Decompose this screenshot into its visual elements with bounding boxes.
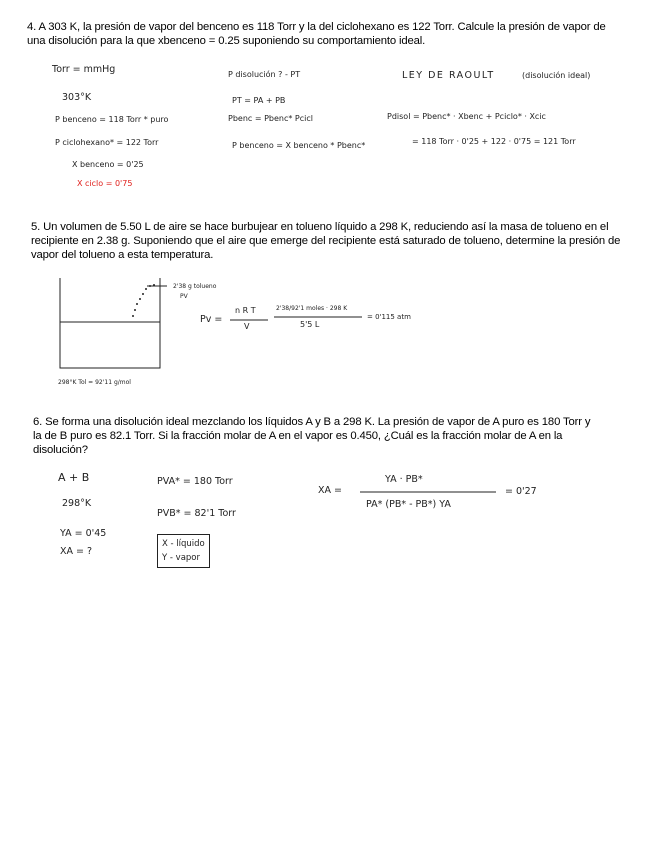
note6-legend-x: X - líquido (162, 539, 205, 549)
note4-pt: PT = PA + PB (232, 96, 286, 105)
note6-formula-den: PA* (PB* - PB*) YA (366, 499, 451, 510)
fraction-bar-3 (360, 491, 500, 493)
note5-caption: 298°K Tol = 92'11 g/mol (58, 379, 131, 386)
note4-result: = 118 Torr · 0'25 + 122 · 0'75 = 121 Torr (412, 137, 576, 146)
problem-5-text: Un volumen de 5.50 L de aire se hace burbujear en tolueno líquido a 298 K, reduciendo así la masa de tolueno en el recipiente en 2.38 g. Suponiendo que el aire que emerge del recipiente está saturado de tolueno, determine la presión de vapor del tolueno a esta temperatura. (31, 221, 621, 261)
note4-temp: 303°K (62, 92, 92, 103)
note6-aplusb: A + B (58, 471, 90, 484)
problem-4 (27, 20, 617, 48)
note6-xa-formula: XA = (318, 485, 342, 496)
note6-pva: PVA* = 180 Torr (157, 476, 233, 487)
note4-xciclo: X ciclo = 0'75 (77, 179, 133, 188)
note5-frac-den: V (244, 322, 250, 331)
note6-legend-box (157, 534, 210, 568)
note4-torr: Torr = mmHg (52, 64, 116, 75)
bubble-dots (132, 284, 155, 317)
problem-6-text: Se forma una disolución ideal mezclando los líquidos A y B a 298 K. La presión de vapor de A puro es 180 Torr y la de B puro es 82.1 Torr. Si la fracción molar de A en el vapor es 0.450, ¿Cuál es la fracción molar de A en la disolución? (33, 416, 591, 456)
beaker-outline (60, 278, 167, 368)
note6-xa: XA = ? (60, 546, 93, 557)
problem-4-number: 4. (27, 21, 37, 33)
note4-pbenceno-eq: P benceno = X benceno * Pbenc* (232, 141, 366, 150)
problem-5 (31, 220, 621, 262)
note4-raoult-sub: (disolución ideal) (522, 71, 591, 80)
note4-pciclohexano: P ciclohexano* = 122 Torr (55, 138, 159, 147)
note6-legend-y: Y - vapor (162, 553, 200, 563)
note5-label-top: 2'38 g tolueno (173, 283, 217, 290)
note5-label-top2: PV (180, 293, 188, 300)
note4-xbenceno: X benceno = 0'25 (72, 160, 144, 169)
note5-frac2-den: 5'5 L (300, 320, 320, 329)
problem-4-text: A 303 K, la presión de vapor del benceno es 118 Torr y la del ciclohexano es 122 Torr. Calcule la presión de vapor de una disolución para la que xbenceno = 0.25 suponiendo su comportamiento ideal. (27, 21, 606, 47)
note6-pvb: PVB* = 82'1 Torr (157, 508, 236, 519)
fraction-bar-1 (230, 319, 270, 321)
note6-formula-num: YA · PB* (385, 474, 423, 485)
note6-temp: 298°K (62, 498, 92, 509)
note4-raoult: LEY DE RAOULT (402, 70, 495, 81)
problem-6-number: 6. (33, 416, 43, 428)
note4-pbenceno: P benceno = 118 Torr * puro (55, 115, 169, 124)
problem-6 (33, 415, 593, 457)
note5-pv: Pv = (200, 314, 223, 325)
note5-result: = 0'115 atm (367, 313, 411, 321)
note5-frac2-num: 2'38/92'1 moles · 298 K (276, 305, 348, 312)
problem-5-number: 5. (31, 221, 41, 233)
note6-formula-result: = 0'27 (505, 486, 537, 497)
fraction-bar-2 (274, 316, 364, 318)
note6-ya: YA = 0'45 (60, 528, 107, 539)
note4-pbenc: Pbenc = Pbenc* Pcicl (228, 114, 313, 123)
note5-frac-num: n R T (235, 306, 256, 315)
note4-pdisol: Pdisol = Pbenc* · Xbenc + Pciclo* · Xcic (387, 112, 546, 121)
note4-pdisolucion: P disolución ? - PT (228, 70, 301, 79)
